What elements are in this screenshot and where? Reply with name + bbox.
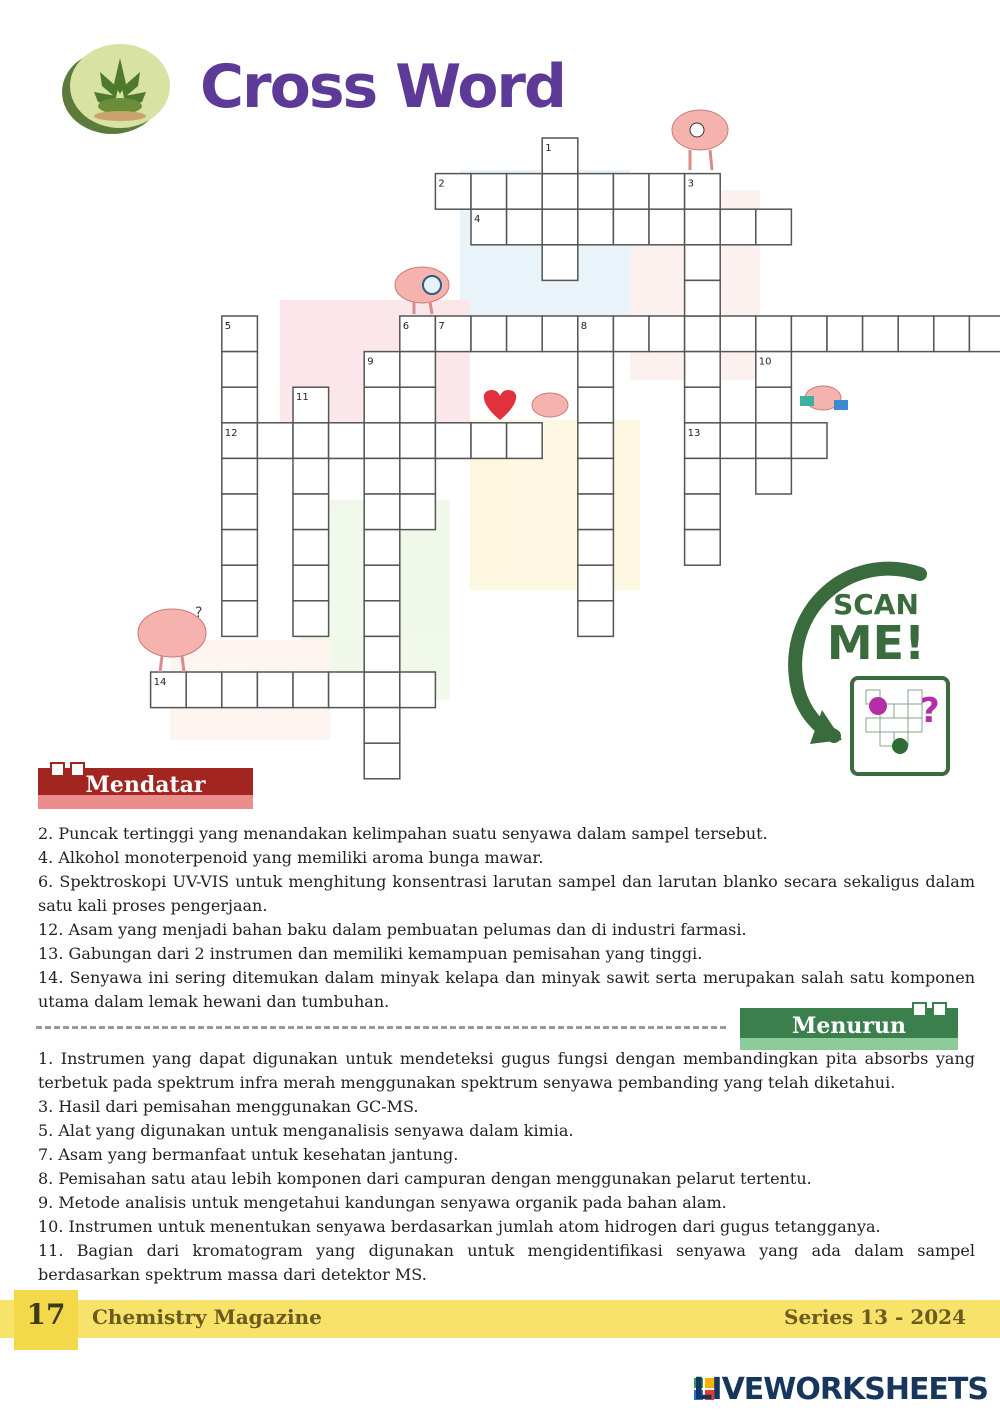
down-clue: 10. Instrumen untuk menentukan senyawa berdasarkan jumlah atom hidrogen dari gugus tetangganya. [38, 1217, 881, 1236]
crossword-cell[interactable] [756, 423, 792, 459]
down-banner [740, 1008, 958, 1048]
crossword-cell[interactable] [364, 743, 400, 779]
crossword-cell[interactable] [222, 387, 258, 423]
svg-text:?: ? [195, 605, 203, 621]
crossword-cell[interactable] [685, 209, 721, 245]
crossword-cell[interactable] [507, 174, 543, 210]
crossword-cell[interactable] [542, 174, 578, 210]
crossword-cell[interactable] [756, 316, 792, 352]
crossword-cell[interactable] [364, 672, 400, 708]
brain-magnifier-icon [672, 110, 728, 170]
crossword-cell[interactable] [400, 352, 436, 388]
crossword-clue-number: 10 [758, 356, 772, 368]
down-clue: 11. Bagian dari kromatogram yang digunakan untuk mengidentifikasi senyawa yang ada dalam sampel berdasarkan spektrum massa dari detektor MS. [38, 1241, 975, 1284]
down-clue: 8. Pemisahan satu atau lebih komponen dari campuran dengan menggunakan pelarut tertentu. [38, 1169, 812, 1188]
crossword-cell[interactable] [293, 458, 329, 494]
crossword-cell[interactable] [293, 565, 329, 601]
crossword-cell[interactable] [720, 209, 756, 245]
crossword-cell[interactable] [685, 245, 721, 281]
crossword-cell[interactable] [257, 423, 293, 459]
crossword-cell[interactable] [364, 708, 400, 744]
across-clue: 14. Senyawa ini sering ditemukan dalam minyak kelapa dan minyak sawit serta merupakan salah satu komponen utama dalam lemak hewani dan tumbuhan. [38, 968, 975, 1011]
crossword-cell[interactable] [578, 458, 614, 494]
crossword-cell[interactable] [756, 458, 792, 494]
crossword-cell[interactable] [578, 565, 614, 601]
page-number: 17 [26, 1298, 66, 1331]
down-clue: 9. Metode analisis untuk mengetahui kandungan senyawa organik pada bahan alam. [38, 1193, 727, 1212]
crossword-cell[interactable] [364, 458, 400, 494]
crossword-clue-number: 4 [474, 214, 481, 226]
crossword-cell[interactable] [364, 423, 400, 459]
crossword-cell[interactable] [685, 280, 721, 316]
across-clue: 13. Gabungan dari 2 instrumen dan memiliki kemampuan pemisahan yang tinggi. [38, 944, 703, 963]
crossword-cell[interactable] [756, 209, 792, 245]
down-clue: 7. Asam yang bermanfaat untuk kesehatan jantung. [38, 1145, 459, 1164]
crossword-cell[interactable] [685, 494, 721, 530]
crossword-cell[interactable] [649, 316, 685, 352]
across-banner [38, 768, 253, 808]
crossword-cell[interactable] [791, 316, 827, 352]
crossword-cell[interactable] [685, 352, 721, 388]
crossword-cell[interactable] [507, 423, 543, 459]
crossword-cell[interactable] [613, 174, 649, 210]
crossword-cell[interactable] [400, 458, 436, 494]
crossword-cell[interactable] [400, 494, 436, 530]
crossword-cell[interactable] [471, 174, 507, 210]
brain-book-icon [800, 386, 848, 410]
crossword-cell[interactable] [400, 387, 436, 423]
crossword-cell[interactable] [649, 174, 685, 210]
crossword-cell[interactable] [578, 423, 614, 459]
crossword-cell[interactable] [578, 601, 614, 637]
crossword-cell[interactable] [685, 530, 721, 566]
crossword-cell[interactable] [578, 494, 614, 530]
crossword-cell[interactable] [293, 530, 329, 566]
page-title: Cross Word [200, 52, 565, 122]
crossword-cell[interactable] [222, 352, 258, 388]
crossword-cell[interactable] [364, 387, 400, 423]
crossword-cell[interactable] [613, 316, 649, 352]
crossword-cell[interactable] [578, 174, 614, 210]
crossword-clue-number: 2 [438, 178, 445, 190]
crossword-cell[interactable] [578, 387, 614, 423]
across-clue: 4. Alkohol monoterpenoid yang memiliki aroma bunga mawar. [38, 848, 544, 867]
crossword-cell[interactable] [685, 316, 721, 352]
crossword-cell[interactable] [186, 672, 222, 708]
crossword-cell[interactable] [293, 672, 329, 708]
crossword-cell[interactable] [222, 530, 258, 566]
crossword-clue-number: 1 [545, 143, 552, 154]
crossword-cell[interactable] [222, 494, 258, 530]
crossword-cell[interactable] [222, 458, 258, 494]
crossword-cell[interactable] [507, 316, 543, 352]
crossword-cell[interactable] [364, 565, 400, 601]
crossword-cell[interactable] [435, 423, 471, 459]
crossword-cell[interactable] [685, 458, 721, 494]
crossword-cell[interactable] [898, 316, 934, 352]
scan-me-label: SCAN ME! [826, 588, 926, 670]
crossword-cell[interactable] [293, 423, 329, 459]
down-heading: Menurun [792, 1013, 906, 1039]
crossword-clue-number: 7 [438, 321, 445, 332]
crossword-cell[interactable] [791, 423, 827, 459]
crossword-cell[interactable] [364, 601, 400, 637]
crossword-cell[interactable] [507, 209, 543, 245]
svg-text:?: ? [920, 691, 940, 731]
crossword-clue-number: 11 [296, 392, 309, 404]
crossword-cell[interactable] [471, 316, 507, 352]
crossword-clue-number: 8 [580, 321, 588, 332]
crossword-cell[interactable] [364, 636, 400, 672]
crossword-cell[interactable] [863, 316, 899, 352]
crossword-clue-number: 5 [224, 321, 232, 332]
down-clue: 3. Hasil dari pemisahan menggunakan GC-MS. [38, 1097, 419, 1116]
crossword-cell[interactable] [613, 209, 649, 245]
crossword-cell[interactable] [542, 245, 578, 281]
crossword-cell[interactable] [293, 601, 329, 637]
crossword-cell[interactable] [364, 494, 400, 530]
series-label: Series 13 - 2024 [784, 1305, 966, 1329]
crossword-cell[interactable] [827, 316, 863, 352]
crossword-cell[interactable] [934, 316, 970, 352]
down-clue: 5. Alat yang digunakan untuk menganalisis senyawa dalam kimia. [38, 1121, 574, 1140]
crossword-cell[interactable] [329, 423, 365, 459]
crossword-clue-number: 6 [402, 321, 410, 332]
crossword-clue-number: 13 [687, 427, 701, 439]
crossword-cell[interactable] [329, 672, 365, 708]
crossword-cell[interactable] [400, 423, 436, 459]
crossword-cell[interactable] [649, 209, 685, 245]
magazine-name: Chemistry Magazine [92, 1305, 322, 1329]
crossword-cell[interactable] [222, 601, 258, 637]
crossword-cell[interactable] [542, 316, 578, 352]
crossword-clue-number: 12 [224, 427, 238, 439]
crossword-clue-number: 3 [687, 178, 694, 190]
crossword-cell[interactable] [685, 387, 721, 423]
crossword-cell[interactable] [222, 672, 258, 708]
crossword-cell[interactable] [222, 565, 258, 601]
crossword-clue-number: 14 [153, 677, 167, 688]
crossword-cell[interactable] [257, 672, 293, 708]
crossword-clue-number: 9 [367, 356, 374, 368]
crossword-cell[interactable] [720, 316, 756, 352]
across-heading: Mendatar [85, 772, 206, 798]
liveworksheets-watermark: LIVEWORKSHEETS [693, 1372, 988, 1407]
crossword-cell[interactable] [400, 672, 436, 708]
crossword-cell[interactable] [542, 209, 578, 245]
crossword-cell[interactable] [364, 530, 400, 566]
crossword-cell[interactable] [578, 530, 614, 566]
crossword-cell[interactable] [578, 209, 614, 245]
heart-brain-icon [484, 390, 568, 420]
down-clue: 1. Instrumen yang dapat digunakan untuk mendeteksi gugus fungsi dengan membandingkan pita absorbs yang terbetuk pada spektrum infra merah menggunakan spektrum senyawa pembanding yang telah diketahui. [38, 1049, 975, 1092]
across-clue: 12. Asam yang menjadi bahan baku dalam pembuatan pelumas dan di industri farmasi. [38, 920, 747, 939]
crossword-cell[interactable] [969, 316, 1000, 352]
crossword-cell[interactable] [471, 423, 507, 459]
crossword-cell[interactable] [756, 387, 792, 423]
crossword-cell[interactable] [578, 352, 614, 388]
section-divider [36, 1026, 726, 1029]
across-clue: 2. Puncak tertinggi yang menandakan kelimpahan suatu senyawa dalam sampel tersebut. [38, 824, 768, 843]
across-clue: 6. Spektroskopi UV-VIS untuk menghitung konsentrasi larutan sampel dan larutan blanko secara sekaligus dalam satu kali proses pengerjaan. [38, 872, 975, 915]
crossword-cell[interactable] [293, 494, 329, 530]
crossword-cell[interactable] [720, 423, 756, 459]
